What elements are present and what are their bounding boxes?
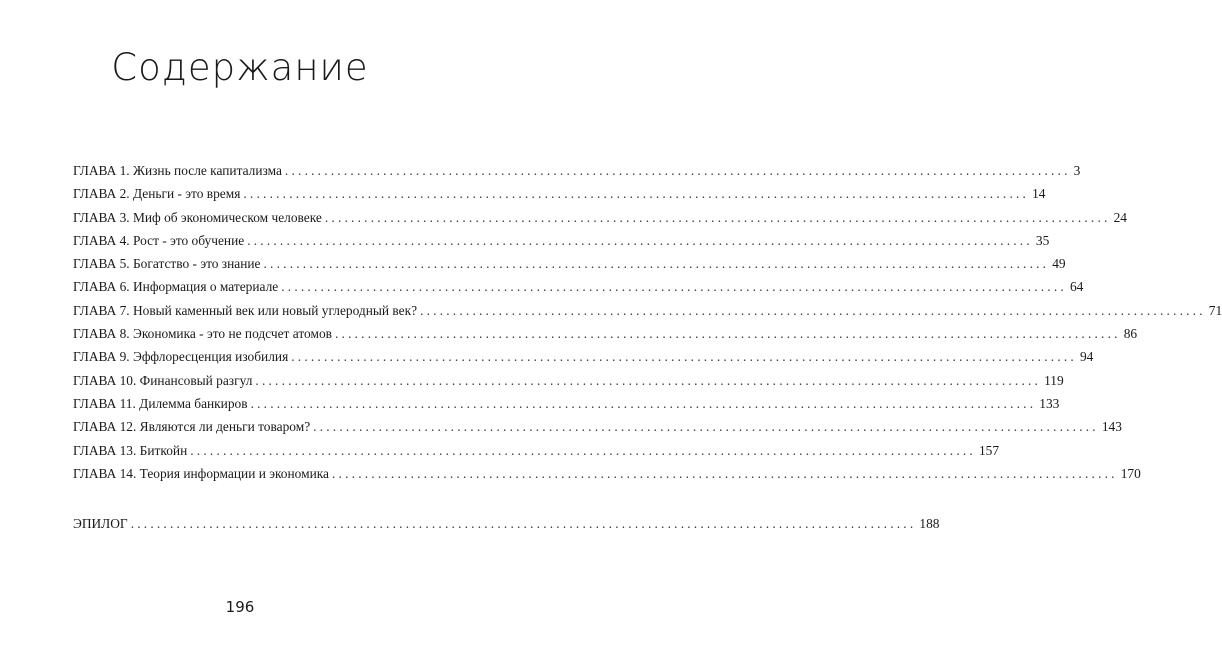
- toc-entry-label: ГЛАВА 6. Информация о материале: [73, 279, 279, 295]
- toc-entry-page: 49: [1052, 256, 1066, 272]
- toc-entry-label: ГЛАВА 9. Эффлоресценция изобилия: [73, 349, 289, 365]
- table-of-contents: [73, 162, 1222, 538]
- dot-leader: ........................................................................................................................: [250, 395, 1037, 411]
- toc-entry-page: 133: [1039, 395, 1060, 411]
- dot-leader: ........................................................................................................................: [263, 256, 1050, 272]
- dot-leader: ........................................................................................................................: [291, 349, 1077, 365]
- toc-entry-chapter-8: [73, 325, 1138, 348]
- toc-entry-page: 86: [1123, 326, 1138, 342]
- toc-entry-chapter-3: [73, 209, 1127, 232]
- dot-leader: ........................................................................................................................: [281, 279, 1067, 295]
- toc-entry-label: ГЛАВА 1. Жизнь после капитализма: [73, 163, 282, 178]
- toc-entry-label: ГЛАВА 7. Новый каменный век или новый углеродный век?: [73, 302, 418, 318]
- toc-entry-label: ГЛАВА 2. Деньги - это время: [73, 186, 241, 202]
- toc-entry-label: ГЛАВА 12. Являются ли деньги товаром?: [73, 419, 311, 435]
- dot-leader: ........................................................................................................................: [255, 372, 1042, 388]
- toc-entry-page: 71: [1208, 302, 1222, 318]
- toc-entry-label: ГЛАВА 10. Финансовый разгул: [73, 372, 253, 388]
- toc-entry-page: 170: [1120, 465, 1141, 481]
- dot-leader: ........................................................................................................................: [420, 302, 1206, 318]
- toc-entry-page: 24: [1113, 209, 1127, 225]
- dot-leader: ........................................................................................................................: [243, 186, 1030, 202]
- toc-entry-chapter-2: [73, 185, 1046, 208]
- toc-entry-chapter-6: [73, 278, 1084, 301]
- toc-entry-chapter-12: [73, 418, 1122, 441]
- dot-leader: ........................................................................................................................: [332, 465, 1118, 481]
- toc-entry-chapter-10: [73, 372, 1064, 395]
- toc-entry-chapter-5: [73, 255, 1066, 278]
- toc-entry-page: 119: [1044, 372, 1064, 388]
- toc-entry-chapter-7: [73, 302, 1222, 325]
- toc-entry-chapter-13: [73, 442, 1000, 465]
- toc-entry-page: 35: [1035, 232, 1050, 248]
- toc-entry-page: 94: [1079, 349, 1094, 365]
- toc-entry-label: ГЛАВА 13. Биткойн: [73, 442, 188, 458]
- toc-entry-chapter-1: [73, 162, 1081, 185]
- dot-leader: ........................................................................................................................: [324, 209, 1111, 225]
- toc-entry-chapter-11: [73, 395, 1060, 418]
- toc-entry-page: 64: [1069, 279, 1084, 295]
- toc-entry-label: ГЛАВА 3. Миф об экономическом человеке: [73, 209, 322, 225]
- toc-entry-label: ГЛАВА 14. Теория информации и экономика: [73, 465, 329, 481]
- toc-entry-page: 188: [919, 516, 940, 532]
- page-number: 196: [225, 598, 255, 616]
- toc-entry-label: ЭПИЛОГ: [73, 516, 128, 532]
- toc-entry-label: ГЛАВА 4. Рост - это обучение: [73, 232, 245, 248]
- dot-leader: ........................................................................................................................: [247, 232, 1033, 248]
- toc-entry-page: 157: [978, 442, 1000, 458]
- toc-entry-page: 3: [1073, 163, 1081, 178]
- toc-entry-chapter-9: [73, 348, 1094, 371]
- toc-entry-label: ГЛАВА 5. Богатство - это знание: [73, 256, 261, 272]
- toc-entry-label: ГЛАВА 11. Дилемма банкиров: [73, 395, 248, 411]
- toc-entry-page: 143: [1101, 419, 1122, 435]
- toc-entry-epilogue: [73, 515, 940, 538]
- dot-leader: ........................................................................................................................: [190, 442, 976, 458]
- toc-entry-page: 14: [1032, 186, 1046, 202]
- dot-leader: ........................................................................................................................: [130, 516, 917, 532]
- dot-leader: ........................................................................................................................: [313, 419, 1099, 435]
- toc-entry-chapter-14: [73, 465, 1141, 488]
- toc-entry-chapter-4: [73, 232, 1050, 255]
- page-title: Содержание: [111, 46, 369, 89]
- toc-entry-label: ГЛАВА 8. Экономика - это не подсчет атомов: [73, 326, 332, 342]
- dot-leader: ........................................................................................................................: [334, 326, 1121, 342]
- dot-leader: ........................................................................................................................: [284, 163, 1071, 178]
